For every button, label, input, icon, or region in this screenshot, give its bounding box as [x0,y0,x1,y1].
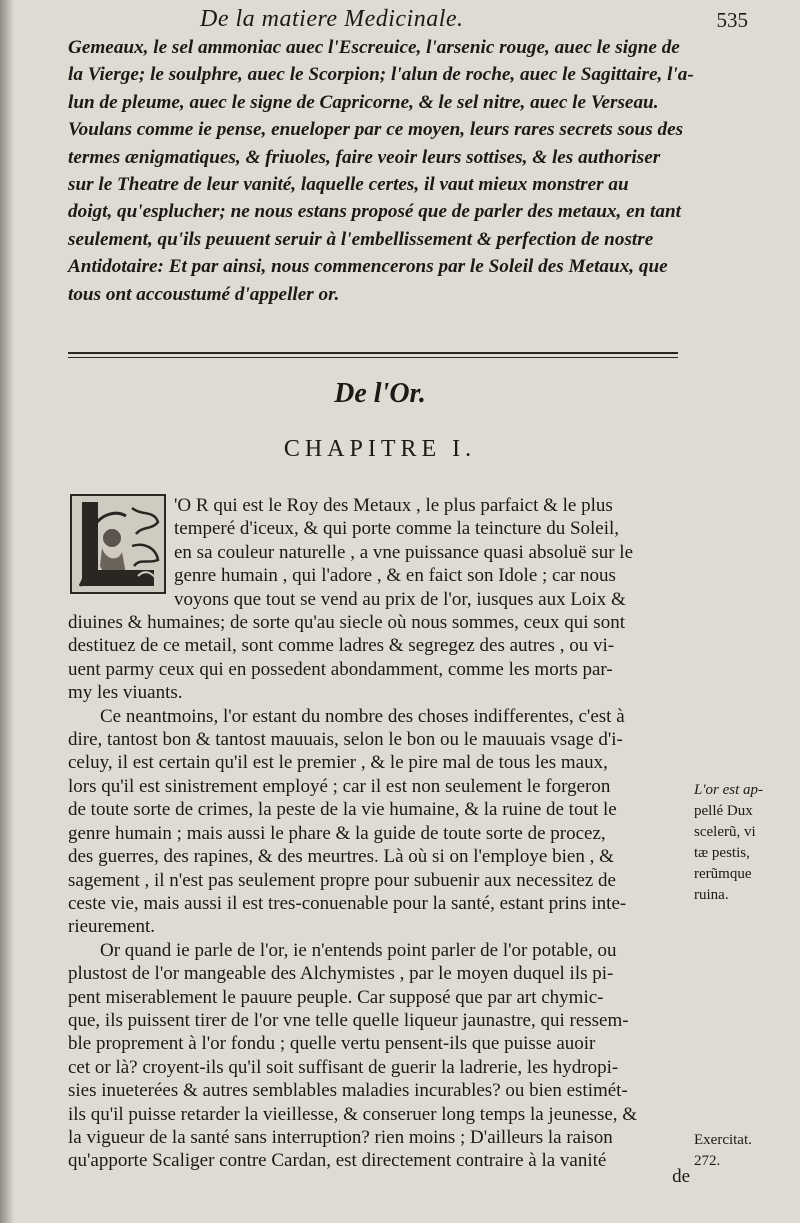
running-title: De la matiere Medicinale. [200,6,464,32]
text-line: sur le Theatre de leur vanité, laquelle certes, il vaut mieux monstrer au [68,174,629,196]
text-line: my les viuants. [68,682,183,704]
text-line: qu'apporte Scaliger contre Cardan, est directement contraire à la vanité [68,1150,607,1172]
text-line: des guerres, des rapines, & des meurtres. Là où si on l'employe bien , & [68,846,614,868]
text-line: plustost de l'or mangeable des Alchymistes , par le moyen duquel ils pi- [68,963,614,985]
text-line: destituez de ce metail, sont comme ladres & segregez des autres , ou vi- [68,635,615,657]
text-line: sies inueterées & autres semblables maladies incurables? ou bien estimét- [68,1080,628,1102]
section-title: De l'Or. [334,378,426,409]
text-line: lun de pleume, auec le signe de Capricorne, & le sel nitre, auec le Verseau. [68,91,659,113]
chapter-body-text [68,494,686,1173]
text-line: Gemeaux, le sel ammoniac auec l'Escreuice, l'arsenic rouge, auec le signe de [68,37,680,58]
text-line: la Vierge; le soulphre, auec le Scorpion; l'alun de roche, auec le Sagittaire, l'a- [68,64,694,86]
text-line: Antidotaire: Et par ainsi, nous commencerons par le Soleil des Metaux, que [68,256,668,278]
margin-note-or [694,780,794,906]
margin-line: scelerũ, vi [694,824,756,840]
italic-intro-paragraph [68,34,694,308]
text-line: que, ils puissent tirer de l'or vne telle quelle liqueur jaunastre, qui ressem- [68,1009,629,1031]
margin-line: rerũmque [694,866,752,882]
text-line: lors qu'il est sinistrement employé ; car il est non seulement le forgeron [68,775,611,797]
text-line: 'O R qui est le Roy des Metaux , le plus parfaict & le plus [174,495,613,516]
text-line: temperé d'iceux, & qui porte comme la teincture du Soleil, [174,518,620,540]
text-line: rieurement. [68,916,156,938]
text-line: diuines & humaines; de sorte qu'au siecle où nous sommes, ceux qui sont [68,612,625,634]
text-line: ble proprement à l'or fondu ; quelle vertu pensent-ils que puisse auoir [68,1033,596,1055]
text-line: ils qu'il puisse retarder la vieillesse, & conseruer long temps la jeunesse, & [68,1103,638,1125]
running-head [200,6,760,36]
margin-line: 272. [694,1153,721,1169]
margin-line: Exercitat. [694,1132,752,1148]
text-line: cet or là? croyent-ils qu'il soit suffisant de guerir la ladrerie, les hydropi- [68,1056,619,1078]
page-number: 535 [716,8,748,32]
text-line: pent miserablement le pauure peuple. Car supposé que par art chymic- [68,986,604,1008]
text-line: doigt, qu'esplucher; ne nous estans proposé que de parler des metaux, en tant [68,201,681,223]
margin-note-exercitat [694,1130,794,1172]
text-line: genre humain , qui l'adore , & en faict son Idole ; car nous [174,565,616,587]
catchword: de [672,1166,690,1187]
text-line: en sa couleur naturelle , a vne puissance quasi absoluë sur le [174,541,634,563]
margin-line: pellé Dux [694,803,753,819]
text-line: seulement, qu'ils peuuent seruir à l'embellissement & perfection de nostre [68,228,654,250]
text-line: la vigueur de la santé sans interruption? rien moins ; D'ailleurs la raison [68,1126,613,1148]
text-line: Voulans comme ie pense, enueloper par ce moyen, leurs rares secrets sous des [68,119,684,141]
text-line: ceste vie, mais aussi il est tres-conuenable pour la santé, estant prins inte- [68,892,627,914]
text-line: Ce neantmoins, l'or estant du nombre des choses indifferentes, c'est à [100,705,625,727]
text-line: genre humain ; mais aussi le phare & la guide de toute sorte de procez, [68,822,606,844]
margin-line: tæ pestis, [694,845,750,861]
text-line: termes ænigmatiques, & friuoles, faire veoir leurs sottises, & les authoriser [68,146,661,168]
text-line: uent parmy ceux qui en possedent abondamment, comme les morts par- [68,658,613,680]
margin-line: ruina. [694,887,729,903]
text-line: tous ont accoustumé d'appeller or. [68,283,340,305]
text-line: Or quand ie parle de l'or, ie n'entends point parler de l'or potable, ou [100,939,617,961]
text-line: sagement , il n'est pas seulement propre pour subuenir aux necessitez de [68,869,616,891]
margin-line: L'or est ap- [694,782,764,798]
section-divider [68,352,678,358]
binding-shadow [0,0,14,1223]
text-line: celuy, il est certain qu'il est le premier , & le pire mal de tous les maux, [68,752,608,774]
text-line: voyons que tout se vend au prix de l'or, iusques aux Loix & [174,588,626,610]
chapter-title: CHAPITRE I. [283,436,477,462]
text-line: de toute sorte de crimes, la peste de la vie humaine, & la ruine de tout le [68,799,617,821]
text-line: dire, tantost bon & tantost mauuais, selon le bon ou le mauuais vsage d'i- [68,729,623,751]
